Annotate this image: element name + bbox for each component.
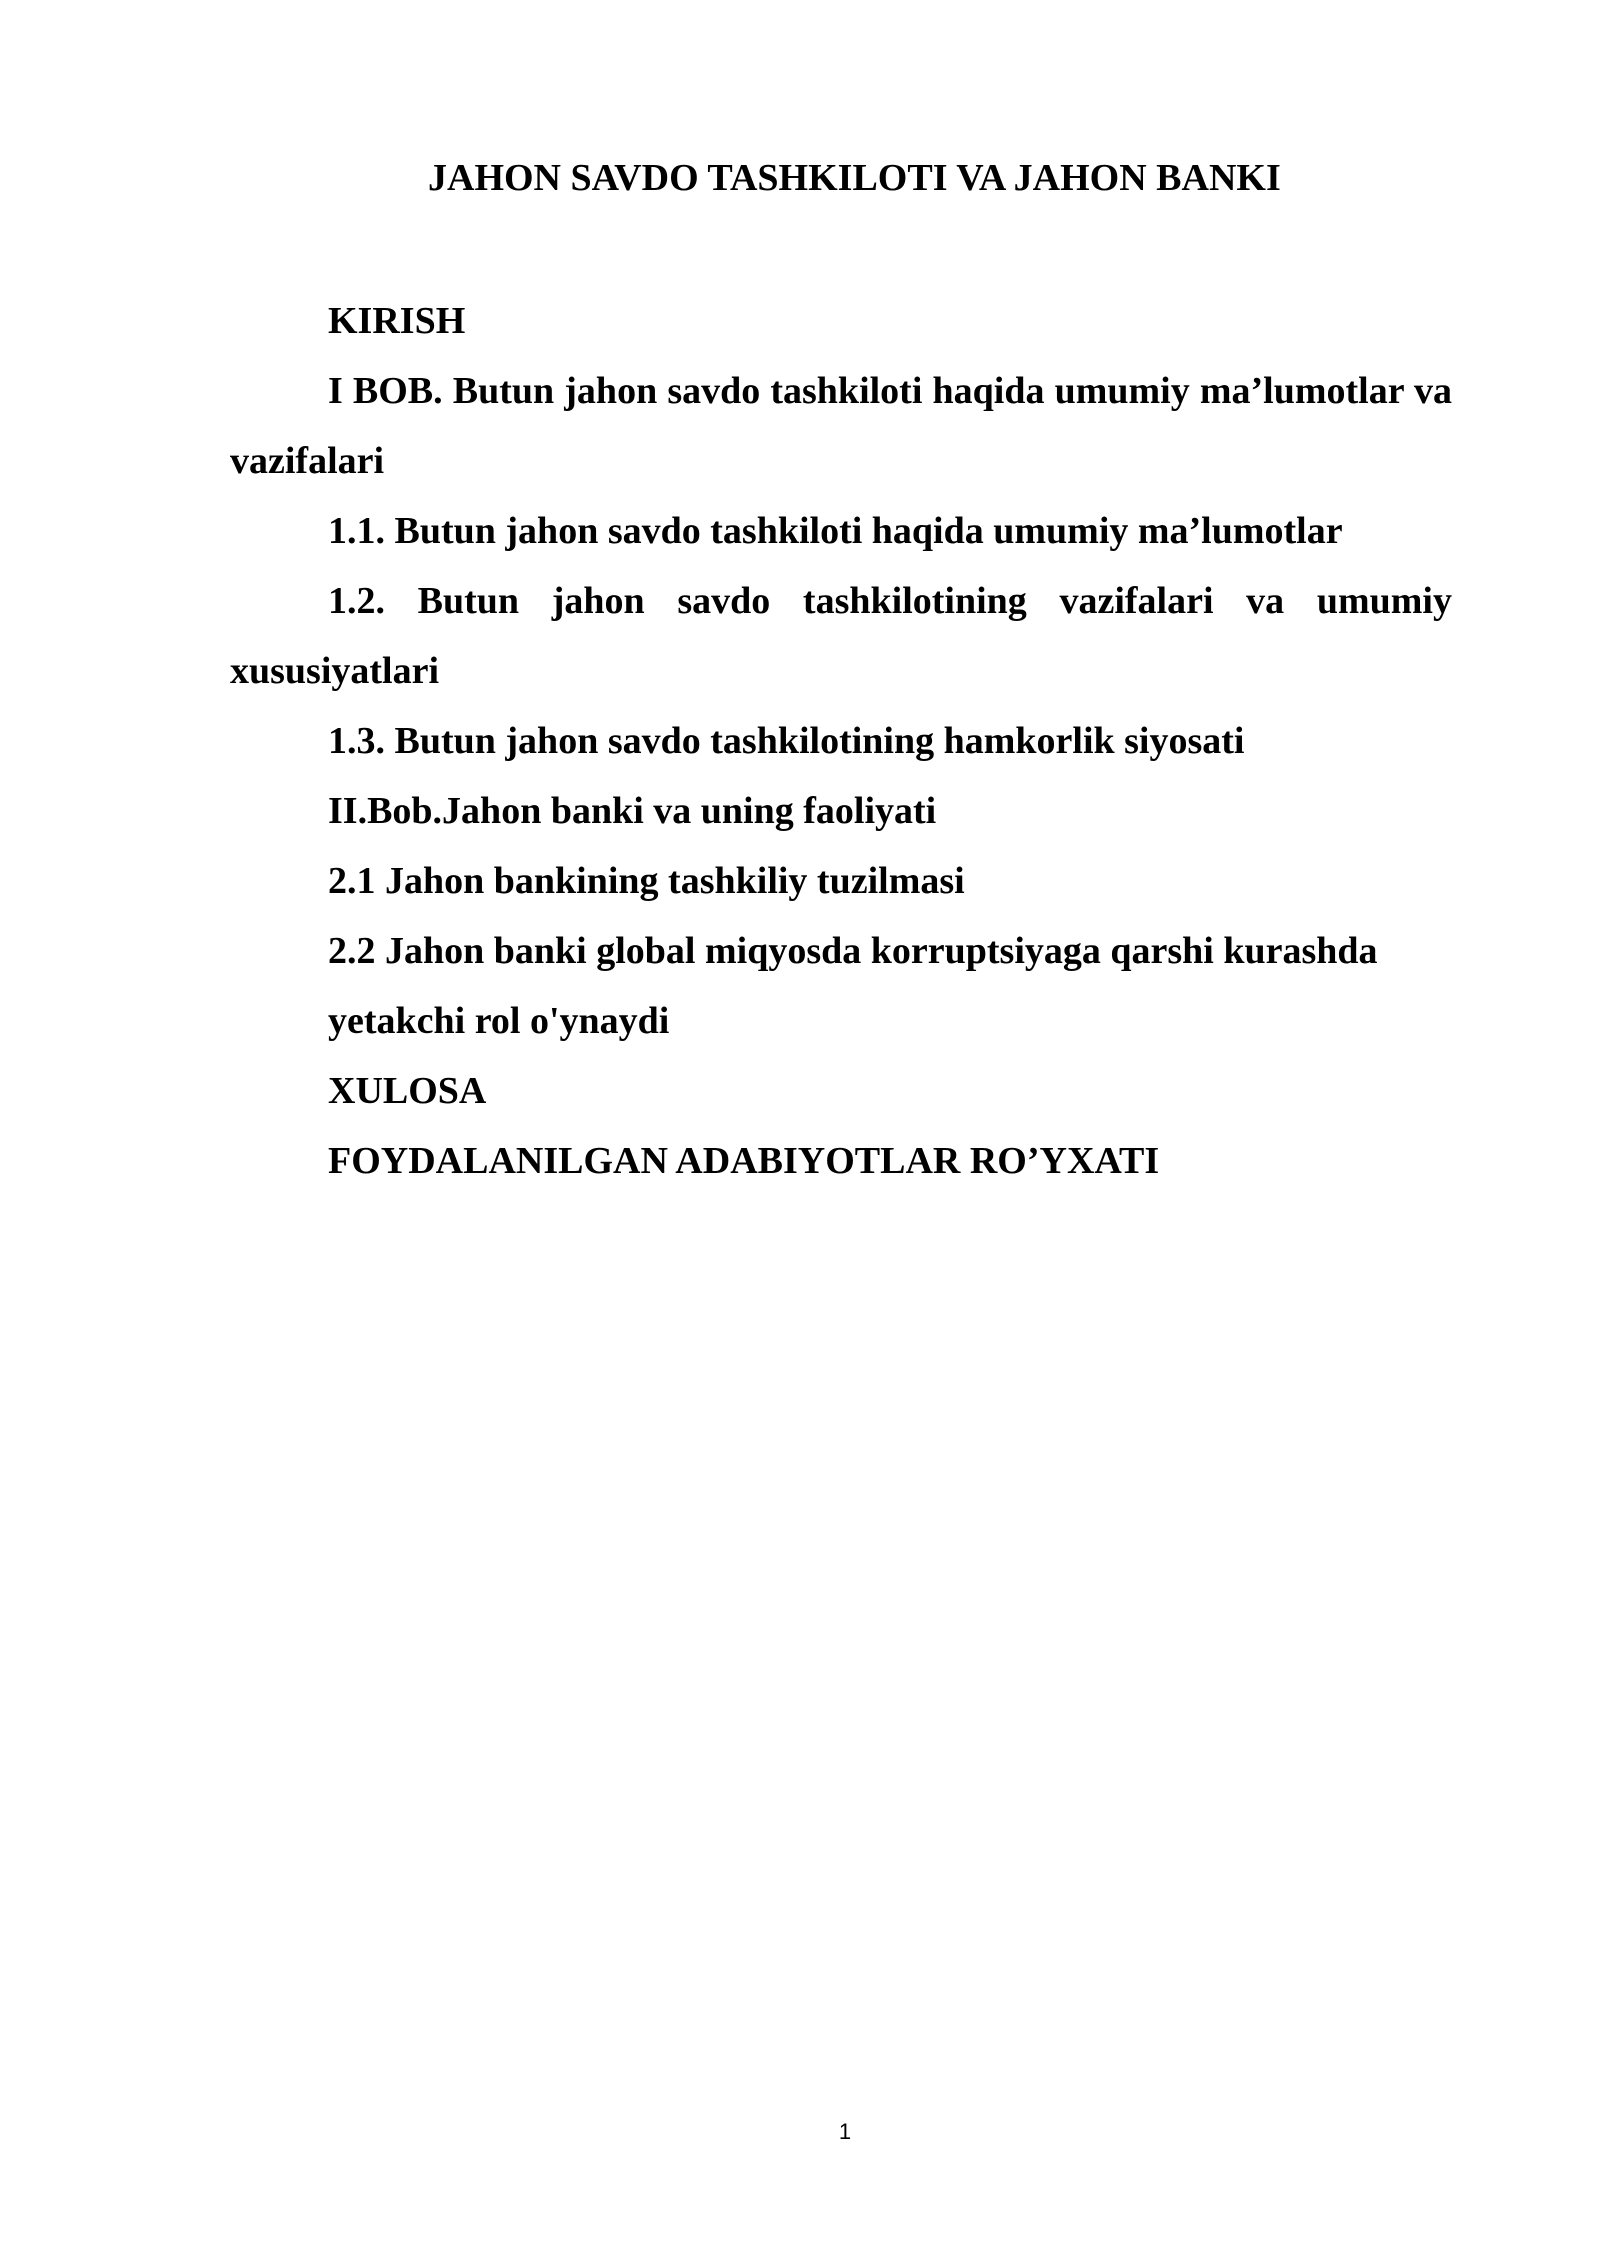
toc-item-kirish: KIRISH — [328, 300, 466, 342]
toc-item-section-1-2: 1.2. Butun jahon savdo tashkilotining vazifalari va umumiy xususiyatlari — [230, 580, 1452, 692]
toc-item-section-1-3: 1.3. Butun jahon savdo tashkilotining hamkorlik siyosati — [328, 720, 1245, 762]
toc-item-section-2-1: 2.1 Jahon bankining tashkiliy tuzilmasi — [328, 860, 965, 902]
toc-item-chapter-2: II.Bob.Jahon banki va uning faoliyati — [328, 790, 937, 832]
document-title: JAHON SAVDO TASHKILOTI VA JAHON BANKI — [428, 157, 1281, 199]
table-of-contents — [230, 286, 1452, 1196]
toc-item-section-2-2: 2.2 Jahon banki global miqyosda korruptsiyaga qarshi kurashda yetakchi rol o'ynaydi — [328, 930, 1378, 1042]
toc-item-section-1-1: 1.1. Butun jahon savdo tashkiloti haqida umumiy ma’lumotlar — [328, 510, 1343, 552]
toc-item-chapter-1: I BOB. Butun jahon savdo tashkiloti haqida umumiy ma’lumotlar va vazifalari — [230, 370, 1452, 482]
toc-item-references: FOYDALANILGAN ADABIYOTLAR RO’YXATI — [328, 1140, 1160, 1182]
toc-item-xulosa: XULOSA — [328, 1070, 487, 1112]
page-number: 1 — [838, 2119, 852, 2144]
